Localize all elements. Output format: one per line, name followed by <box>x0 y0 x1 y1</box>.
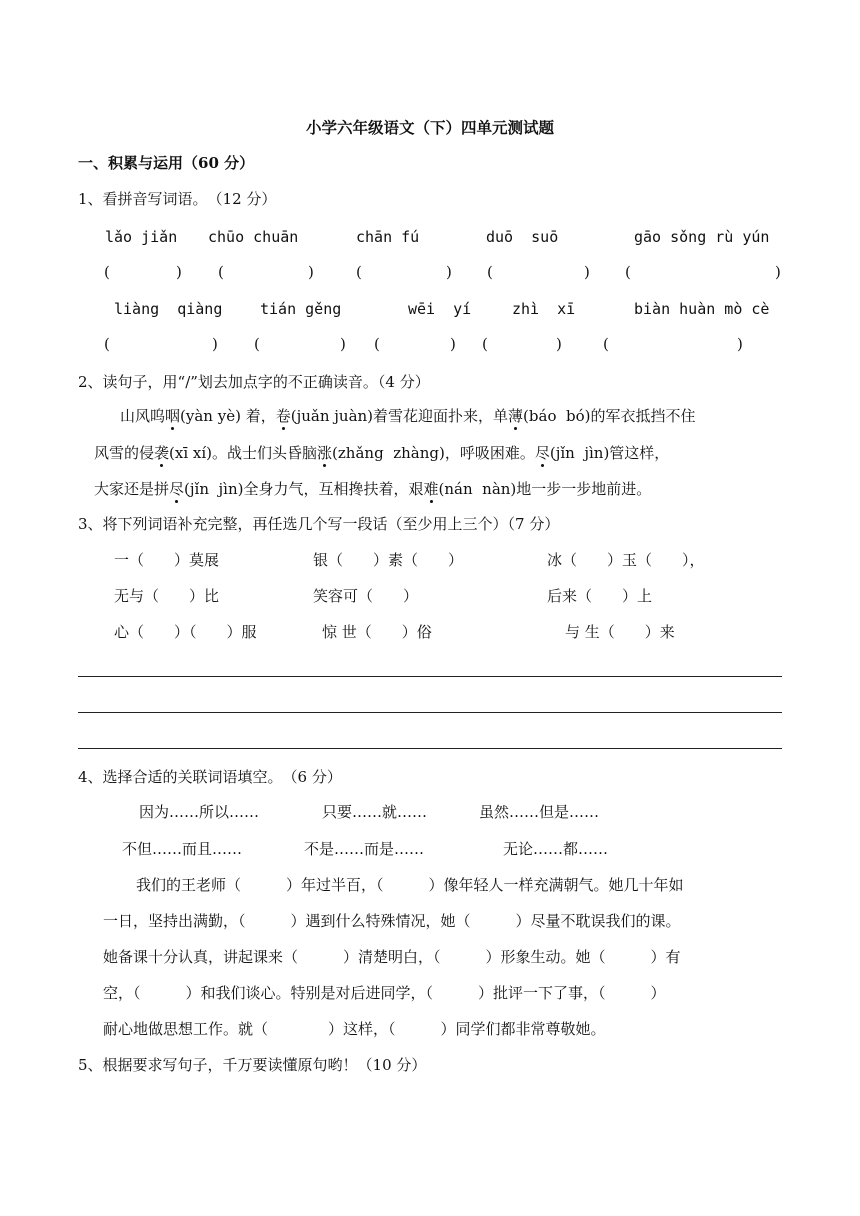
dotted-char: 咽 <box>165 407 181 425</box>
answer-paren[interactable]: ( <box>254 335 260 353</box>
answer-paren[interactable]: ( <box>487 263 493 281</box>
pinyin-item: chūo chuān <box>208 228 299 246</box>
answer-paren[interactable]: ) <box>450 335 456 353</box>
idiom-blank[interactable]: 与 生（ ）来 <box>565 623 675 641</box>
idiom-blank[interactable]: 一（ ）莫展 <box>114 551 220 569</box>
page-title: 小学六年级语文（下）四单元测试题 <box>305 118 554 137</box>
question-2-heading: 2、读句子，用“/”划去加点字的不正确读音。（4 分） <box>78 373 430 391</box>
question-4-heading: 4、选择合适的关联词语填空。 （6 分） <box>78 768 342 786</box>
q2-paragraph-line: 大家还是拼尽(jǐn jìn)全身力气，互相搀扶着，艰难(nán nàn)地一步一步地前进。 <box>94 480 652 498</box>
answer-paren[interactable]: ( <box>104 263 110 281</box>
answer-paren[interactable]: ( <box>625 263 631 281</box>
dotted-char: 尽 <box>534 444 550 462</box>
q2-paragraph-line: 风雪的侵袭(xī xí)。战士们头昏脑涨(zhǎng zhàng)，呼吸困难。尽(jǐn jìn)管这样， <box>94 444 670 462</box>
dotted-char: 尽 <box>169 480 185 498</box>
answer-paren[interactable]: ) <box>308 263 314 281</box>
pinyin-item: chān fú <box>356 228 420 246</box>
writing-line[interactable] <box>78 748 782 749</box>
answer-paren[interactable]: ) <box>775 263 781 281</box>
q4-paragraph-line: 空，（ ）和我们谈心。特别是对后进同学，（ ）批评一下了事，（ ） <box>103 984 666 1002</box>
pinyin-item: tián gěng <box>260 300 342 318</box>
q4-paragraph-line: 她备课十分认真，讲起课来（ ）清楚明白，（ ）形象生动。她（ ）有 <box>103 948 681 966</box>
conjunction-option: 不但……而且…… <box>122 840 243 858</box>
conjunction-option: 因为……所以…… <box>139 803 260 821</box>
answer-paren[interactable]: ) <box>212 335 218 353</box>
q4-paragraph-line: 我们的王老师（ ）年过半百，（ ）像年轻人一样充满朝气。她几十年如 <box>136 876 684 894</box>
section-heading: 一、积累与运用（60 分） <box>78 154 255 172</box>
answer-paren[interactable]: ) <box>584 263 590 281</box>
dotted-char: 卷 <box>275 407 291 425</box>
question-5-heading: 5、根据要求写句子，千万要读懂原句哟！（10 分） <box>78 1056 427 1074</box>
q4-paragraph-line: 一日，坚持出满勤，（ ）遇到什么特殊情况，她（ ）尽量不耽误我们的课。 <box>103 912 681 930</box>
pinyin-item: lǎo jiǎn <box>105 228 178 246</box>
dotted-char: 涨 <box>317 444 333 462</box>
pinyin-item: liàng qiàng <box>114 300 223 318</box>
dotted-char: 难 <box>423 480 439 498</box>
idiom-blank[interactable]: 笑容可（ ） <box>313 587 419 605</box>
pinyin-item: duō suō <box>486 228 559 246</box>
dotted-char: 薄 <box>508 407 524 425</box>
question-1-heading: 1、看拼音写词语。 （12 分） <box>78 190 277 208</box>
answer-paren[interactable]: ( <box>356 263 362 281</box>
q2-paragraph-line: 山风呜咽(yàn yè) 着，卷(juǎn juàn)着雪花迎面扑来，单薄(báo bó)的军衣抵挡不住 <box>120 407 696 425</box>
idiom-blank[interactable]: 银（ ）素（ ） <box>313 551 464 569</box>
conjunction-option: 无论……都…… <box>503 840 609 858</box>
answer-paren[interactable]: ( <box>104 335 110 353</box>
answer-paren[interactable]: ) <box>176 263 182 281</box>
answer-paren[interactable]: ( <box>374 335 380 353</box>
idiom-blank[interactable]: 无与（ ）比 <box>114 587 220 605</box>
answer-paren[interactable]: ( <box>218 263 224 281</box>
idiom-blank[interactable]: 惊 世（ ）俗 <box>322 623 432 641</box>
pinyin-item: gāo sǒng rù yún <box>634 228 770 246</box>
idiom-blank[interactable]: 心（ ）（ ）服 <box>114 623 257 641</box>
idiom-blank[interactable]: 后来（ ）上 <box>547 587 653 605</box>
pinyin-item: zhì xī <box>512 300 576 318</box>
writing-line[interactable] <box>78 676 782 677</box>
answer-paren[interactable]: ) <box>737 335 743 353</box>
answer-paren[interactable]: ) <box>446 263 452 281</box>
conjunction-option: 不是……而是…… <box>304 840 425 858</box>
writing-line[interactable] <box>78 712 782 713</box>
answer-paren[interactable]: ) <box>556 335 562 353</box>
answer-paren[interactable]: ) <box>340 335 346 353</box>
pinyin-item: biàn huàn mò cè <box>634 300 770 318</box>
conjunction-option: 只要……就…… <box>322 803 428 821</box>
conjunction-option: 虽然……但是…… <box>479 803 600 821</box>
answer-paren[interactable]: ( <box>482 335 488 353</box>
idiom-blank[interactable]: 冰（ ）玉（ ）， <box>547 551 705 569</box>
answer-paren[interactable]: ( <box>603 335 609 353</box>
dotted-char: 袭 <box>154 444 170 462</box>
question-3-heading: 3、将下列词语补充完整，再任选几个写一段话（至少用上三个）（7 分） <box>78 515 560 533</box>
pinyin-item: wēi yí <box>408 300 472 318</box>
q4-paragraph-line: 耐心地做思想工作。就（ ）这样，（ ）同学们都非常尊敬她。 <box>103 1020 606 1038</box>
